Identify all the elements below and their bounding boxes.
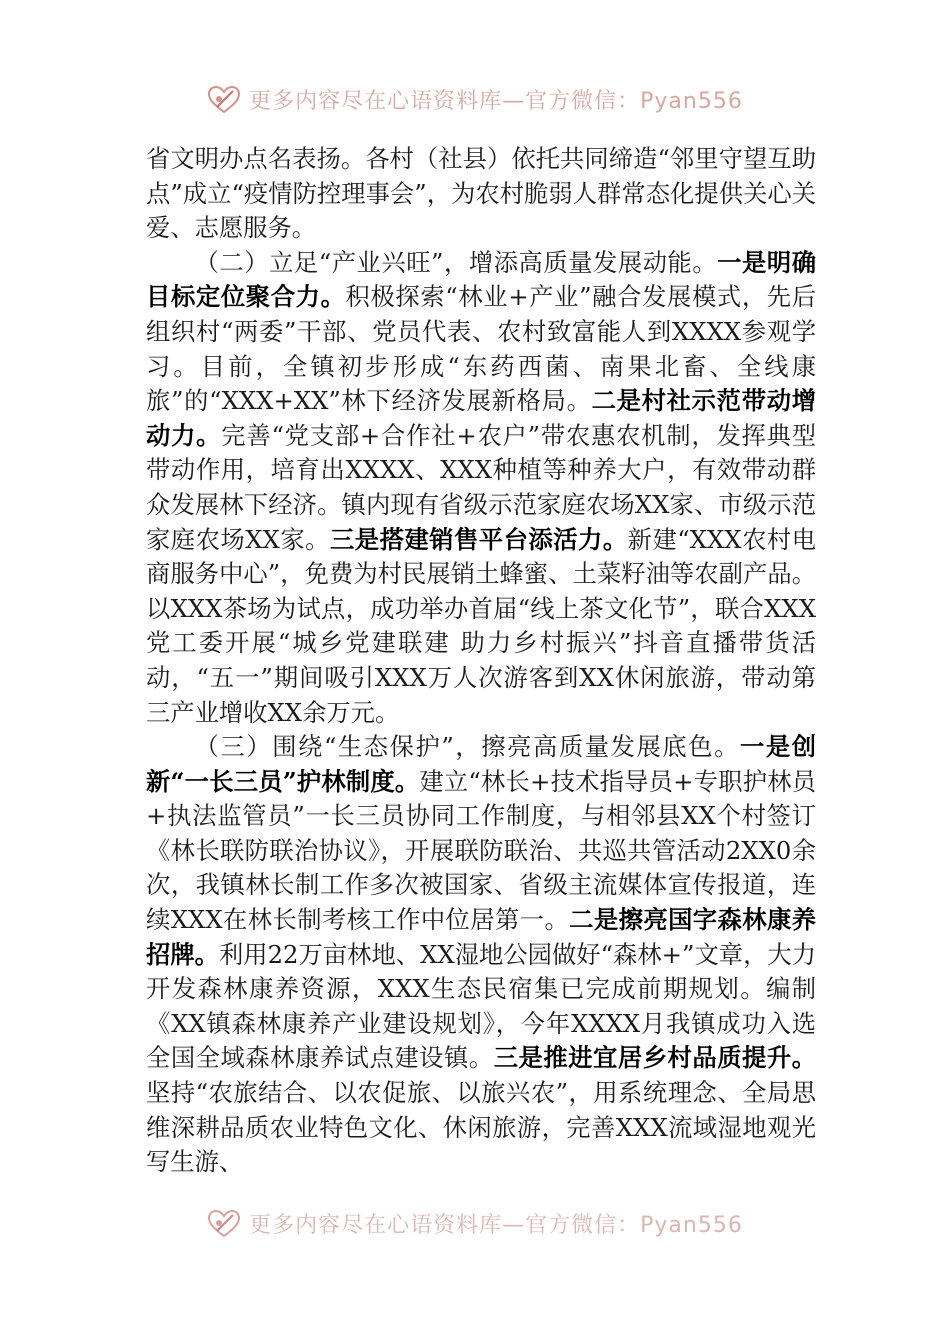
text-run: 完善“党支部+合作社+农户”带农惠农机制，发挥典型带动作用，培育出XXXX、XXX种植等种养大户，有效带动群众发展林下经济。镇内现有省级示范家庭农场XX家、市级示范家庭农场XX家。 xyxy=(146,420,817,554)
bold-heading-run: 一是创新“一长三员”护林制度。 xyxy=(146,732,817,796)
heart-quill-icon xyxy=(207,85,241,115)
paragraph xyxy=(146,142,816,246)
text-run: 新建“XXX农村电商服务中心”，免费为村民展销土蜂蜜、土菜籽油等农副产品。以XXX茶场为试点，成功举办首届“线上茶文化节”，联合XXX党工委开展“城乡党建联建 助力乡村振兴”抖音直播带货活动，“五一”期间吸引XXX万人次游客到XX休闲旅游，带动第三产业增收XX余万元。 xyxy=(146,524,816,727)
watermark-header xyxy=(0,84,950,115)
text-run: （三）围绕“生态保护”，擦亮高质量发展底色。 xyxy=(194,732,740,762)
paragraph xyxy=(146,246,816,730)
text-run: 省文明办点名表扬。各村（社县）依托共同缔造“邻里守望互助点”成立“疫情防控理事会”，为农村脆弱人群常态化提供关心关爱、志愿服务。 xyxy=(146,144,816,243)
bold-heading-run: 三是搭建销售平台添活力。 xyxy=(329,524,628,554)
text-run: 积极探索“林业+产业”融合发展模式，先后组织村“两委”干部、党员代表、农村致富能人到XXXX参观学习。目前，全镇初步形成“东药西菌、南果北畜、全线康旅”的“XXX+XX”林下经济发展新格局。 xyxy=(146,282,817,416)
watermark-footer xyxy=(0,1208,950,1239)
text-run: （二）立足“产业兴旺”，增添高质量发展动能。 xyxy=(194,247,718,277)
bold-heading-run: 三是推进宜居乡村品质提升。 xyxy=(493,1043,816,1073)
bold-heading-run: 二是村社示范带动增动力。 xyxy=(146,386,817,450)
text-run: 坚持“农旅结合、以农促旅、以旅兴农”，用系统理念、全局思维深耕品质农业特色文化、休闲旅游，完善XXX流域湿地观光写生游、 xyxy=(146,1078,816,1177)
heart-quill-icon xyxy=(207,1209,241,1239)
document-body xyxy=(146,142,816,1180)
text-run: 建立“林长+技术指导员+专职护林员+执法监管员”一长三员协同工作制度，与相邻县XX个村签订《林长联防联治协议》，开展联防联治、共巡共管活动2XX0余次，我镇林长制工作多次被国家、省级主流媒体宣传报道，连续XXX在林长制考核工作中位居第一。 xyxy=(146,766,817,935)
watermark-text: 更多内容尽在心语资料库—官方微信：Pyan556 xyxy=(249,89,743,114)
paragraph xyxy=(146,730,816,1180)
bold-heading-run: 二是擦亮国字森林康养招牌。 xyxy=(146,905,817,969)
watermark-text: 更多内容尽在心语资料库—官方微信：Pyan556 xyxy=(249,1213,743,1238)
text-run: 利用22万亩林地、XX湿地公园做好“森林+”文章，大力开发森林康养资源，XXX生态民宿集已完成前期规划。编制《XX镇森林康养产业建设规划》，今年XXXX月我镇成功入选全国全域森林康养试点建设镇。 xyxy=(146,939,817,1073)
bold-heading-run: 一是明确目标定位聚合力。 xyxy=(146,247,817,312)
